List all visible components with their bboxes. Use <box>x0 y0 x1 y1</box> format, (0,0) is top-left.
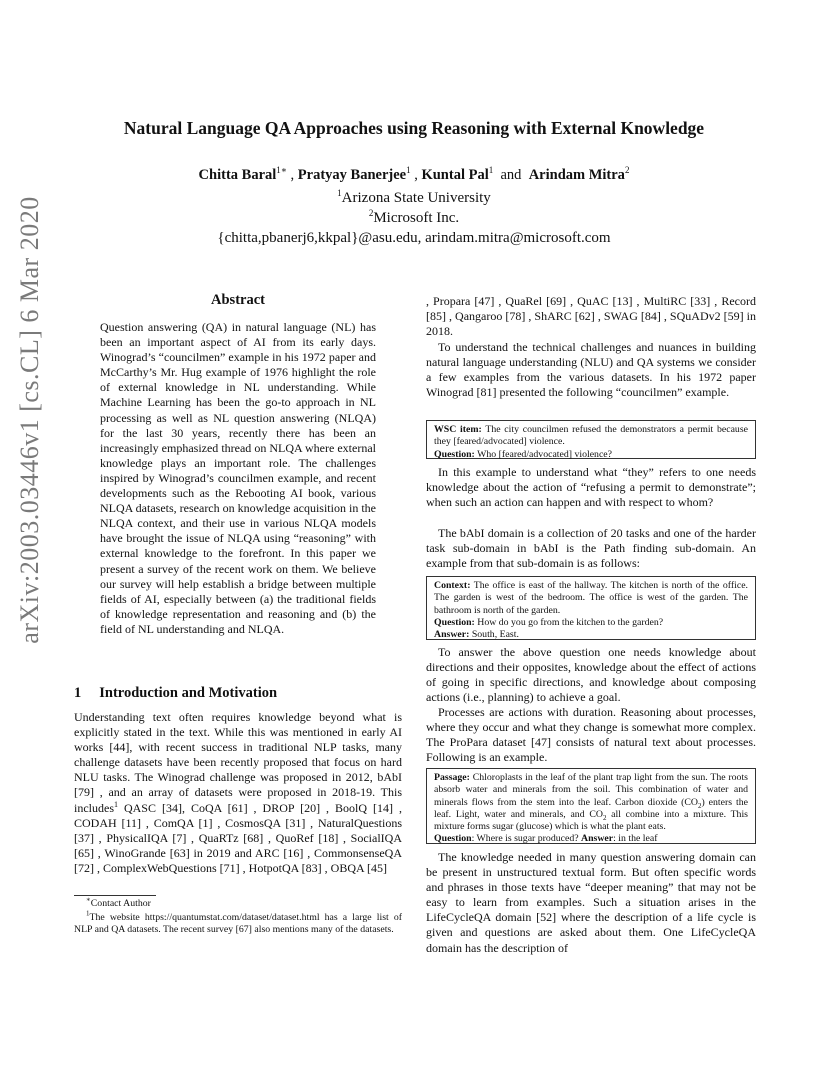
box-label: Question: <box>434 616 475 628</box>
intro-paragraph: Processes are actions with duration. Reasoning about processes, where they occur and what they change is somewhat more complex. The ProPara dataset [47] consists of natural text about processes. Following is an example. <box>426 705 756 765</box>
author-name: Kuntal Pal <box>421 167 489 183</box>
box-label: WSC item: <box>434 424 482 435</box>
section-number: 1 <box>74 685 82 701</box>
box-text: How do you go from the kitchen to the garden? <box>474 616 664 628</box>
author-name: Chitta Baral <box>198 167 277 183</box>
affiliation <box>0 190 828 207</box>
subscript: 2 <box>602 813 607 822</box>
box-text: Chloroplasts in the leaf of the plant trap light from the sun. The roots absorb water and minerals from the soil. This combination of water and minerals flows from the stem into the leaf. Carbon dioxide (CO <box>434 772 748 808</box>
box-text: all combine into a mixture. This mixture forms sugar (glucose) which is what the plant eats. <box>434 808 748 833</box>
box-label: Answer <box>581 833 614 845</box>
affiliation-name: Microsoft Inc. <box>373 210 460 226</box>
author-mark: 1 <box>488 165 494 176</box>
box-text: ) enters the leaf. Light, water and minerals, and CO <box>434 796 748 820</box>
abstract-text: Question answering (QA) in natural language (NL) has been an important aspect of AI from its early days. Winograd’s “councilmen” example in his 1972 paper and McCarthy’s Mr. Hug example of 1976 highlight the role of external knowledge in NL understanding. While Machine Learning has been the go-to approach in NL processing as well as NL question answering (NLQA) for the last 30 years, recently there has been an increasingly emphasized thread on NLQA where external knowledge plays an important role. The challenges inspired by Winograd’s councilmen example, and recent developments such as the Rebooting AI book, various NLQA datasets, research on knowledge acquisition in the NLQA context, and their use in various NLQA models have brought the issue of NLQA using “reasoning” with external knowledge to the forefront. In this paper we present a survey of the recent work on them. We believe our survey will help establish a bridge between multiple fields of AI, especially between (a) the traditional fields of knowledge representation and reasoning and (b) the field of NL understanding and NLQA. <box>100 320 376 636</box>
affiliation-mark: 2 <box>368 208 374 218</box>
footnote-text: The website https://quantumstat.com/dataset/dataset.html has a large list of NLP and QA datasets. The recent survey [67] also mentions many of the datasets. <box>74 912 402 936</box>
intro-paragraph: In this example to understand what “they” refers to one needs knowledge about the action of “refusing a permit to demonstrate”; when such an action can happen and with respect to whom? <box>426 465 756 510</box>
intro-paragraph: The knowledge needed in many question answering domain can be present in unstructured textual form. But often specific words and phrases in those texts have “deeper meaning” that may not be easy to learn from examples. Such a situation arises in the LifeCycleQA domain [52] where the description of a life cycle is given and questions are asked about them. One LifeCycleQA domain has the description of <box>426 850 756 955</box>
footnote-text: Contact Author <box>90 898 151 909</box>
paper-title: Natural Language QA Approaches using Reasoning with External Knowledge <box>123 118 705 138</box>
footnote-mark: 1 <box>86 909 90 918</box>
intro-paragraph: The bAbI domain is a collection of 20 tasks and one of the harder task sub-domain in bAbI is the Path finding sub-domain. An example from that sub-domain is as follows: <box>426 526 756 571</box>
box-text: The office is east of the hallway. The kitchen is north of the office. The garden is west of the bedroom. The office is west of the garden. The bathroom is north of the garden. <box>434 580 748 616</box>
author-name: Arindam Mitra <box>528 167 625 183</box>
box-label: Answer: <box>434 629 470 641</box>
author-separator: , <box>290 167 295 183</box>
affiliation-mark: 1 <box>337 188 342 198</box>
intro-paragraph: To answer the above question one needs knowledge about directions and their opposites, knowledge about the effect of actions of going in specific directions, and knowledge about composing actions (i.e., planning) to achieve a goal. <box>426 645 756 705</box>
author-emails: {chitta,pbanerj6,kkpal}@asu.edu, arindam.mitra@microsoft.com <box>217 230 611 246</box>
footnote-contact <box>74 895 402 910</box>
box-text: : in the leaf <box>613 833 658 845</box>
intro-text: Understanding text often requires knowledge beyond what is explicitly stated in the text. While this was mentioned in early AI works [44], with recent success in traditional NLP tasks, many challenge datasets have been recently proposed that focus on hard NLU tasks. The Winograd challenge was proposed in 2012, bAbI [79] , and an array of datasets were proposed in 2018-19. This includes <box>74 710 402 815</box>
footnote-star: ∗ <box>86 895 91 904</box>
author-mark: 1∗ <box>276 165 287 176</box>
section-title: Introduction and Motivation <box>99 685 278 701</box>
box-label: Question: <box>434 448 475 460</box>
author-list <box>0 167 828 184</box>
intro-paragraph: To understand the technical challenges and nuances in building natural language understanding (NLU) and QA systems we consider a few examples from the various datasets. In his 1972 paper Winograd [81] presented the following “councilmen” example. <box>426 340 756 400</box>
intro-paragraph <box>74 710 402 876</box>
author-mark: 2 <box>624 165 630 176</box>
box-label: Context: <box>434 580 471 591</box>
box-label: Passage: <box>434 772 470 783</box>
author-separator: , <box>414 167 418 183</box>
author-name: Pratyay Banerjee <box>297 167 407 183</box>
footnote-1 <box>74 909 402 937</box>
propara-example-box <box>426 768 756 844</box>
wsc-example-box <box>426 420 756 459</box>
footnote-mark: 1 <box>114 799 118 809</box>
babi-example-box <box>426 576 756 640</box>
intro-paragraph-cont: , Propara [47] , QuaRel [69] , QuAC [13] , MultiRC [33] , Record [85] , Qangaroo [78] , ShARC [62] , SWAG [84] , SQuADv2 [59] in 2018. <box>426 294 756 339</box>
abstract-heading: Abstract <box>211 292 265 308</box>
affiliation-name: Arizona State University <box>341 190 491 206</box>
author-and: and <box>500 167 522 183</box>
intro-text: QASC [34], CoQA [61] , DROP [20] , BoolQ [14] , CODAH [11] , ComQA [1] , CosmosQA [31] , NaturalQuestions [37] , PhysicalIQA [7] , QuaRTz [68] , QuoRef [18] , SocialIQA [65] , WinoGrande [63] in 2019 and ARC [16] , CommonsenseQA [72] , ComplexWebQuestions [71] , HotpotQA [83] , OBQA [45] <box>74 800 402 875</box>
author-mark: 1 <box>406 165 411 176</box>
box-label: Question <box>434 833 472 845</box>
box-text: South, East. <box>469 629 519 641</box>
box-text: Who [feared/advocated] violence? <box>474 448 612 460</box>
section-heading <box>74 685 277 702</box>
box-text: The city councilmen refused the demonstrators a permit because they [feared/advocated] violence. <box>434 424 748 448</box>
arxiv-id: arXiv:2003.03446v1 [cs.CL] 6 Mar 2020 <box>15 196 44 644</box>
affiliation <box>0 210 828 227</box>
box-text: : Where is sugar produced? <box>471 833 582 845</box>
subscript: 2 <box>697 801 702 810</box>
